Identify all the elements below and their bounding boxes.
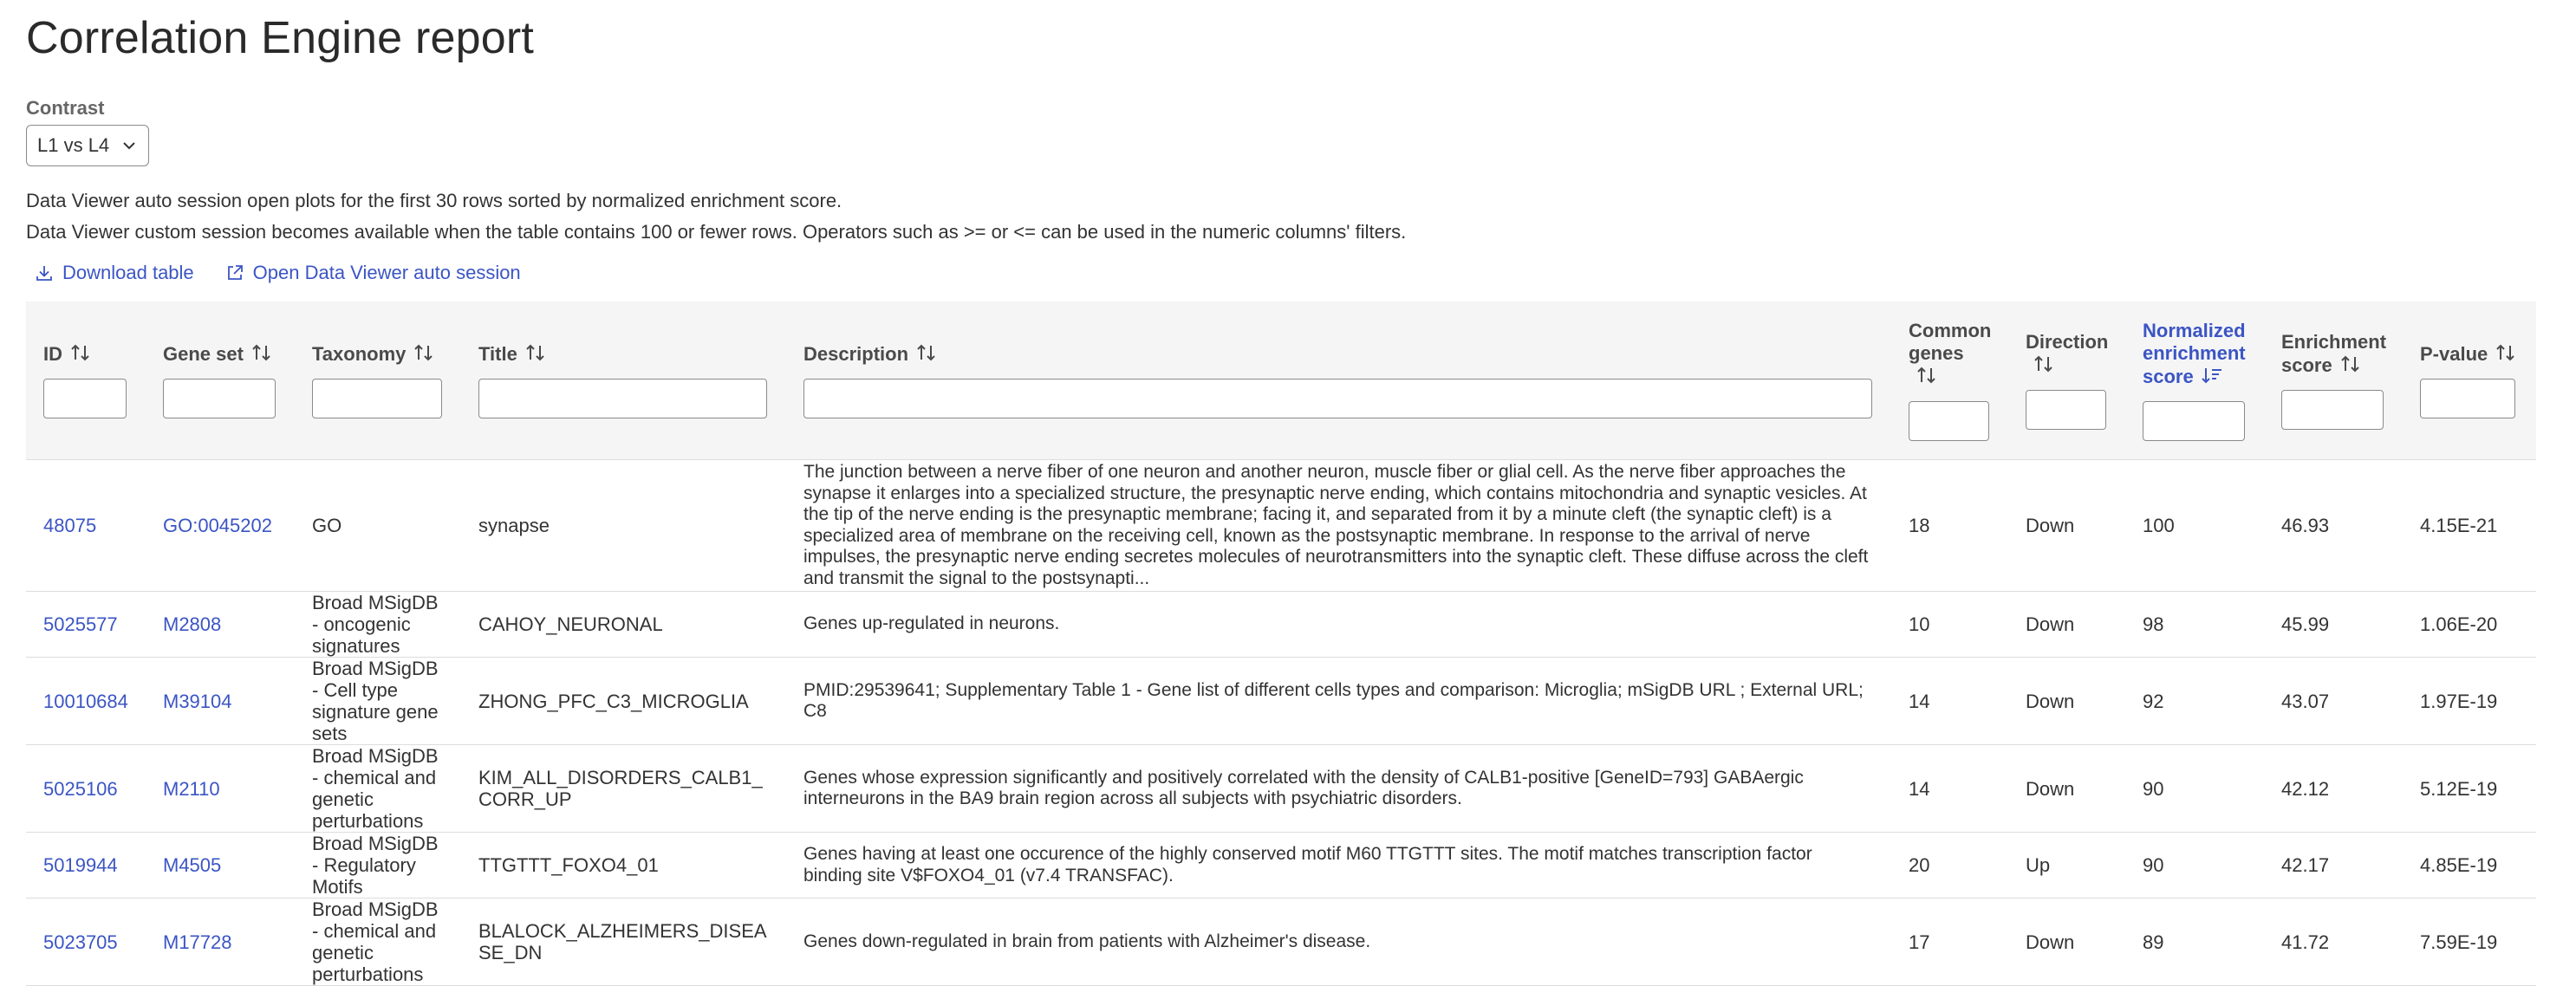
cell-nes: 90 — [2125, 745, 2264, 833]
filter-input-taxonomy[interactable] — [312, 379, 442, 418]
sort-icon[interactable] — [2339, 354, 2362, 379]
info-custom-session: Data Viewer custom session becomes available when the table contains 100 or fewer rows. Operators such as >= or <= can be used in the numeric columns' filters. — [26, 221, 1407, 243]
description-text: Genes up-regulated in neurons. — [803, 613, 1060, 634]
contrast-label: Contrast — [26, 97, 105, 119]
cell-pvalue: 1.97E-19 — [2403, 658, 2536, 745]
cell-description — [786, 745, 1891, 833]
cell-enrichment-score: 42.17 — [2264, 833, 2403, 898]
cell-gene-set[interactable]: GO:0045202 — [146, 460, 295, 592]
open-auto-session-label: Open Data Viewer auto session — [252, 262, 521, 283]
column-header-title — [461, 302, 786, 460]
column-title: Taxonomy — [312, 342, 407, 365]
column-title: Direction — [2026, 331, 2109, 353]
cell-nes: 92 — [2125, 658, 2264, 745]
table-header-row — [26, 302, 2536, 460]
table-row — [26, 658, 2536, 745]
column-header-gene-set — [146, 302, 295, 460]
column-header-common-genes — [1891, 302, 2008, 460]
sort-desc-icon[interactable] — [2201, 365, 2223, 391]
column-title: Title — [478, 342, 517, 365]
cell-gene-set[interactable]: M17728 — [146, 898, 295, 986]
filter-input-description[interactable] — [803, 379, 1872, 418]
contrast-select-value: L1 vs L4 — [37, 134, 110, 156]
table-row — [26, 833, 2536, 898]
cell-direction: Down — [2008, 592, 2125, 658]
column-header-enrichment-score — [2264, 302, 2403, 460]
cell-description — [786, 658, 1891, 745]
cell-pvalue: 1.06E-20 — [2403, 592, 2536, 658]
filter-input-common-genes[interactable] — [1909, 401, 1989, 441]
column-header-nes — [2125, 302, 2264, 460]
cell-gene-set[interactable]: M2808 — [146, 592, 295, 658]
cell-id[interactable]: 5025106 — [26, 745, 146, 833]
cell-nes: 98 — [2125, 592, 2264, 658]
cell-common-genes: 20 — [1891, 833, 2008, 898]
filter-input-title[interactable] — [478, 379, 767, 418]
description-text: The junction between a nerve fiber of one neuron and another neuron, muscle fiber or glial cell. As the nerve fiber approaches the synapse it enlarges into a specialized structure, the presynaptic nerve ending, which contains mitochondria and synaptic vesicles. At the tip of the nerve ending is the presynaptic membrane; facing it, and separated from it by a minute cleft (the synaptic cleft) is a specialized area of membrane on the receiving cell, known as the postsynaptic membrane. In response to the arrival of nerve impulses, the presynaptic nerve ending secretes molecules of neurotransmitters into the synaptic cleft. These diffuse across the cleft and transmit the signal to the postsynapti... — [803, 462, 1869, 588]
cell-pvalue: 4.15E-21 — [2403, 460, 2536, 592]
sort-icon[interactable] — [1916, 365, 1938, 391]
description-text: PMID:29539641; Supplementary Table 1 - Gene list of different cells types and comparison: Microglia; mSigDB URL ; External URL; C8 — [803, 679, 1864, 721]
sort-icon[interactable] — [915, 342, 938, 368]
cell-direction: Down — [2008, 745, 2125, 833]
cell-title: synapse — [461, 460, 786, 592]
cell-description — [786, 592, 1891, 658]
table-row — [26, 460, 2536, 592]
column-title: P-value — [2420, 342, 2488, 365]
cell-direction: Down — [2008, 898, 2125, 986]
column-title: Enrichment score — [2281, 331, 2387, 376]
cell-title: TTGTTT_FOXO4_01 — [461, 833, 786, 898]
column-title: ID — [43, 342, 62, 365]
filter-input-direction[interactable] — [2026, 390, 2106, 430]
column-header-taxonomy — [295, 302, 461, 460]
cell-title: ZHONG_PFC_C3_MICROGLIA — [461, 658, 786, 745]
cell-title: CAHOY_NEURONAL — [461, 592, 786, 658]
column-header-pvalue — [2403, 302, 2536, 460]
chevron-down-icon — [120, 137, 138, 154]
sort-icon[interactable] — [2495, 342, 2517, 368]
open-auto-session-button[interactable] — [225, 262, 521, 284]
cell-common-genes: 14 — [1891, 658, 2008, 745]
description-text: Genes whose expression significantly and positively correlated with the density of CALB1-positive [GeneID=793] GABAergic interneurons in the BA9 brain region across all subjects with psychiatric disorders. — [803, 767, 1804, 808]
cell-taxonomy: Broad MSigDB - chemical and genetic perturbations — [295, 898, 461, 986]
table-row — [26, 592, 2536, 658]
download-table-label: Download table — [62, 262, 194, 283]
info-auto-session: Data Viewer auto session open plots for the first 30 rows sorted by normalized enrichment score. — [26, 190, 842, 211]
cell-pvalue: 7.59E-19 — [2403, 898, 2536, 986]
filter-input-gene-set[interactable] — [163, 379, 276, 418]
contrast-select[interactable] — [26, 125, 149, 166]
cell-taxonomy: GO — [295, 460, 461, 592]
cell-taxonomy: Broad MSigDB - chemical and genetic perturbations — [295, 745, 461, 833]
sort-icon[interactable] — [69, 342, 92, 368]
cell-description — [786, 898, 1891, 986]
description-text: Genes down-regulated in brain from patients with Alzheimer's disease. — [803, 931, 1371, 951]
cell-id[interactable]: 5025577 — [26, 592, 146, 658]
cell-nes: 89 — [2125, 898, 2264, 986]
cell-description — [786, 460, 1891, 592]
column-header-id — [26, 302, 146, 460]
sort-icon[interactable] — [524, 342, 547, 368]
results-table — [26, 302, 2536, 986]
column-title: Gene set — [163, 342, 244, 365]
cell-id[interactable]: 5023705 — [26, 898, 146, 986]
cell-common-genes: 17 — [1891, 898, 2008, 986]
cell-direction: Up — [2008, 833, 2125, 898]
sort-icon[interactable] — [250, 342, 273, 368]
column-title: Common genes — [1909, 320, 1992, 364]
cell-direction: Down — [2008, 658, 2125, 745]
cell-taxonomy: Broad MSigDB - oncogenic signatures — [295, 592, 461, 658]
page-title: Correlation Engine report — [26, 13, 534, 63]
filter-input-nes[interactable] — [2143, 401, 2245, 441]
cell-common-genes: 10 — [1891, 592, 2008, 658]
external-link-icon — [225, 263, 244, 282]
cell-enrichment-score: 45.99 — [2264, 592, 2403, 658]
cell-pvalue: 4.85E-19 — [2403, 833, 2536, 898]
cell-pvalue: 5.12E-19 — [2403, 745, 2536, 833]
column-header-description — [786, 302, 1891, 460]
cell-common-genes: 18 — [1891, 460, 2008, 592]
cell-nes: 90 — [2125, 833, 2264, 898]
cell-direction: Down — [2008, 460, 2125, 592]
cell-enrichment-score: 42.12 — [2264, 745, 2403, 833]
cell-taxonomy: Broad MSigDB - Cell type signature gene sets — [295, 658, 461, 745]
sort-icon[interactable] — [413, 342, 435, 368]
cell-id[interactable]: 48075 — [26, 460, 146, 592]
cell-gene-set[interactable]: M39104 — [146, 658, 295, 745]
column-title: Normalized enrichment score — [2143, 320, 2246, 387]
cell-taxonomy: Broad MSigDB - Regulatory Motifs — [295, 833, 461, 898]
cell-title: BLALOCK_ALZHEIMERS_DISEASE_DN — [461, 898, 786, 986]
cell-id[interactable]: 5019944 — [26, 833, 146, 898]
table-row — [26, 745, 2536, 833]
column-title: Description — [803, 342, 909, 365]
cell-nes: 100 — [2125, 460, 2264, 592]
cell-gene-set[interactable]: M4505 — [146, 833, 295, 898]
filter-input-id[interactable] — [43, 379, 127, 418]
cell-id[interactable]: 10010684 — [26, 658, 146, 745]
column-header-direction — [2008, 302, 2125, 460]
cell-description — [786, 833, 1891, 898]
actions-bar — [26, 253, 2536, 293]
filter-input-pvalue[interactable] — [2420, 379, 2515, 418]
cell-enrichment-score: 41.72 — [2264, 898, 2403, 986]
cell-enrichment-score: 46.93 — [2264, 460, 2403, 592]
download-icon — [35, 263, 54, 282]
table-row — [26, 898, 2536, 986]
cell-enrichment-score: 43.07 — [2264, 658, 2403, 745]
sort-icon[interactable] — [2033, 354, 2055, 379]
cell-gene-set[interactable]: M2110 — [146, 745, 295, 833]
download-table-button[interactable] — [35, 262, 194, 284]
cell-title: KIM_ALL_DISORDERS_CALB1_CORR_UP — [461, 745, 786, 833]
description-text: Genes having at least one occurence of the highly conserved motif M60 TTGTTT sites. The motif matches transcription factor binding site V$FOXO4_01 (v7.4 TRANSFAC). — [803, 844, 1812, 885]
filter-input-enrichment-score[interactable] — [2281, 390, 2384, 430]
cell-common-genes: 14 — [1891, 745, 2008, 833]
